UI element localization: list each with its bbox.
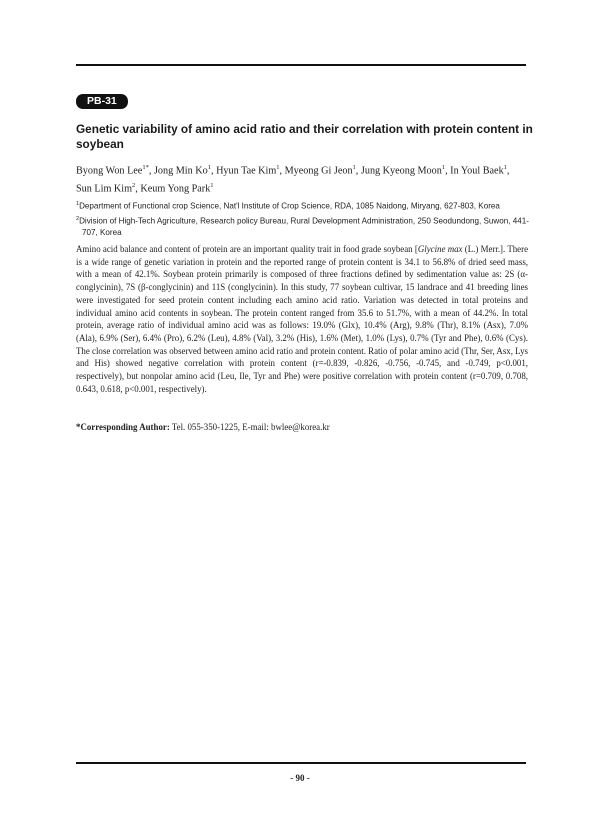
author: Sun Lim Kim bbox=[76, 183, 133, 195]
species-name: Glycine max bbox=[417, 244, 463, 254]
page-number: - 90 - bbox=[290, 773, 310, 783]
affiliation-1 bbox=[76, 198, 536, 213]
corresponding-label: *Corresponding Author: bbox=[76, 422, 170, 432]
affiliations bbox=[76, 198, 536, 239]
abstract bbox=[76, 243, 528, 395]
paper-title: Genetic variability of amino acid ratio and their correlation with protein content in soybean bbox=[76, 122, 533, 151]
session-badge: PB-31 bbox=[76, 94, 128, 109]
affiliation-2 bbox=[76, 213, 536, 240]
corresponding-contact: Tel. 055-350-1225, E-mail: bwlee@korea.kr bbox=[169, 422, 330, 432]
author-affil-mark: 1 bbox=[441, 164, 446, 171]
bottom-rule bbox=[76, 762, 526, 764]
author-affil-mark: 2 bbox=[132, 182, 136, 190]
author: Jung Kyeong Moon bbox=[360, 165, 442, 177]
author: Keum Yong Park bbox=[140, 183, 211, 195]
author: Byong Won Lee bbox=[76, 165, 143, 177]
abstract-text: Amino acid balance and content of protein are an important quality trait in food grade soybean [ bbox=[76, 244, 418, 254]
author-affil-mark: 1 bbox=[210, 182, 214, 190]
author-list: Byong Won Lee$^{1*}$, Jong Min Ko$^1$, Hyun Tae Kim$^1$, Myeong Gi Jeon$^1$, Jung Kyeong Moon$^1$, In Youl Baek$^1$, Sun Lim Kim$^2$, Keum Yong Park$^1$ bbox=[76, 164, 510, 195]
top-rule bbox=[76, 64, 526, 66]
author-affil-mark: 1 bbox=[276, 164, 280, 171]
author-affil-mark: 1* bbox=[142, 164, 149, 171]
affiliation-mark: 1 bbox=[76, 201, 80, 207]
author: In Youl Baek bbox=[450, 165, 504, 177]
affiliation-text: Department of Functional crop Science, Nat'l Institute of Crop Science, RDA, 1085 Naidong, Miryang, 627-803, Korea bbox=[79, 201, 500, 211]
corresponding-author bbox=[76, 421, 528, 433]
author-affil-mark: 1 bbox=[207, 164, 211, 171]
author: Jong Min Ko bbox=[153, 165, 208, 177]
author: Myeong Gi Jeon bbox=[284, 165, 353, 177]
author-affil-mark: 1 bbox=[352, 164, 356, 171]
affiliation-text: Division of High-Tech Agriculture, Research policy Bureau, Rural Development Administration, 250 Seodundong, Suwon, 441-707, Korea bbox=[79, 216, 529, 238]
author: Hyun Tae Kim bbox=[216, 165, 277, 177]
author-affil-mark: 1 bbox=[503, 164, 507, 171]
abstract-text: (L.) Merr.]. There is a wide range of genetic variation in protein and the reported range of protein content is 34.1 to 56.8% of dried seed mass, with a mean of 42.1%. Soybean protein primarily is composed of three fractions defined by sedimentation value as: 2S (α-conglycinin), 7S (β-conglycinin) and 11S (conglycinin). In this study, 77 soybean cultivar, 15 landrace and 41 breeding lines were investigated for seed protein content including each amino acid ratio. Variation was detected in total proteins and individual amino acid contents in soybean. The protein content ranged from 35.6 to 51.7%, with a mean of 44.2%. In total protein, average ratio of individual amino acid was as follows: 19.0% (Glx), 10.4% (Arg), 9.8% (Thr), 8.1% (Asx), 7.0% (Ala), 6.9% (Ser), 6.4% (Pro), 6.2% (Leu), 4.8% (Val), 3.2% (His), 1.6% (Met), 1.0% (Lys), 0.7% (Tyr and Phe), 0.6% (Cys). The close correlation was observed between amino acid ratio and protein content. Ratio of polar amino acid (Thr, Ser, Asx, Lys and His) showed negative correlation with protein content (r=-0.839, -0.826, -0.756, -0.745, and -0.749, p<0.001, respectively), but nonpolar amino acid (Leu, Ile, Tyr and Phe) were positive correlation with protein content (r=0.709, 0.708, 0.643, 0.618, p<0.001, respectively). bbox=[76, 244, 529, 394]
affiliation-mark: 2 bbox=[76, 215, 80, 222]
